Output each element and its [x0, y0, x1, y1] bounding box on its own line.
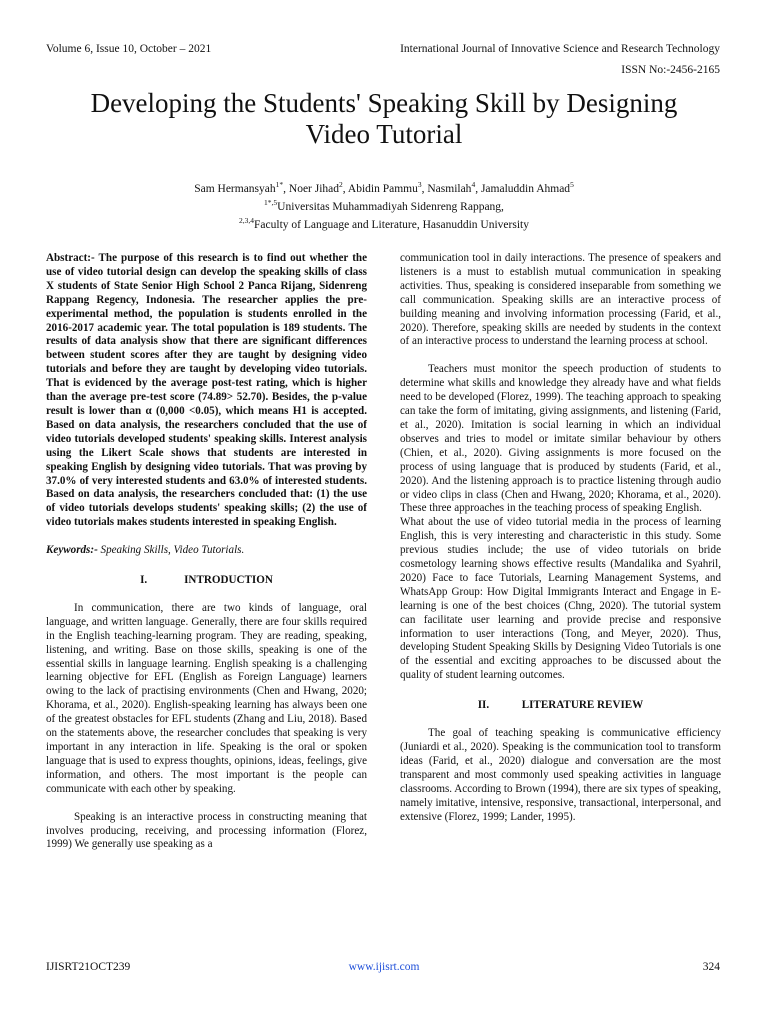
- paper-id: IJISRT21OCT239: [46, 961, 131, 973]
- right-paragraph-1: communication tool in daily interactions. The presence of speakers and listeners is a must to establish mutual communication in speaking activities. Thus, speaking is considered inseparable from something we call communication. Speaking skills are an interactive process of building meaning and involving information processing (Farid, et al., 2020). Therefore, speaking skills are needed by students in the context of an interactive process to understand the learning process at school.: [400, 252, 721, 348]
- section-heading-literature: II. LITERATURE REVIEW: [477, 699, 644, 712]
- right-column: [400, 252, 721, 824]
- author-names: Sam Hermansyah$^{1*}$, Noer Jihad$^2$, Abidin Pammu$^3$, Nasmilah$^4$, Jamaluddin Ahmad$^5$: [194, 180, 574, 195]
- keywords: Keywords:- Speaking Skills, Video Tutorials.: [46, 544, 245, 557]
- section-heading-introduction: I. INTRODUCTION: [140, 574, 273, 587]
- right-paragraph-3: What about the use of video tutorial media in the process of learning English, this is very interesting and characteristic in this study. Some previous studies include; the use of video tutorials on bride cosmetology learning shows effective results (Mandalika and Syahril, 2020) Face to face Tutorials, Learning Management Systems, and WhatsApp Group: How Digital Immigrants Interact and Engage in E-learning is one of the best choices (Chng, 2020). The tutorial system can facilitate user learning and provide precise and responsive information to user interactions (Tong, and Meyer, 2020). Thus, developing Student Speaking Skills by Designing Video Tutorials is one of the essential and exciting approaches to be discussed about the quality of student learning outcomes.: [400, 516, 721, 682]
- paper-title: Developing the Students' Speaking Skill by Designing Video Tutorial: [90, 88, 678, 149]
- author-block: [60, 178, 708, 231]
- page-number: 324: [702, 961, 720, 973]
- left-column: [46, 252, 367, 852]
- literature-paragraph-1: The goal of teaching speaking is communicative efficiency (Juniardi et al., 2020). Speaking is the communication tool to transform ideas (Farid, et al., 2020) dialogue and conversation are the most transparent and most commonly used speaking activities in language classrooms. According to Brown (1994), there are six types of speaking, namely imitative, intensive, responsive, transactional, interpersonal, and extensive (Florez, 1999; Lander, 1995).: [400, 727, 721, 823]
- intro-paragraph-1: In communication, there are two kinds of language, oral language, and written language. Generally, there are four skills required in the English teaching-learning program. They are reading, speaking, listening, and writing. Base on those skills, speaking is one of the essential skills in language learning. English speaking is a challenging learning objective for EFL (English as Foreign Language) learners owing to the lack of practising environments (Chen and Hwang, 2020; Khorama, et al., 2020). English-speaking learning has always been one of the greatest obstacles for EFL students (Zhang and Liu, 2018). Based on the statements above, the researcher concludes that speaking is very important in any interaction in life. Speaking is the oral or spoken language that is used to express thoughts, opinions, ideas, feelings, give information, and others. The most important is the people can communicate with each other by speaking.: [46, 601, 367, 795]
- journal-url-link[interactable]: www.ijisrt.com: [348, 961, 420, 973]
- right-paragraph-2: Teachers must monitor the speech production of students to determine what skills and knowledge they already have and what fields need to be developed (Florez, 1999). The teaching approach to speaking can take the form of imitating, giving assignments, and listening (Farid, et al., 2020). Imitation is social learning in which an individual observes and tries to model or imitate similar behaviour by others (Chien, et al., 2020). Giving assignments is more focused on the process of using language that is produced by students (Farid, et al., 2020). And the listening approach is to practice listening through audio or video clips in class (Chen and Hwang, 2020; Khorama, et al., 2020). These three approaches in the teaching process of speaking English.: [400, 363, 721, 515]
- affiliation-2: $^{2,3,4}$Faculty of Language and Literature, Hasanuddin University: [239, 215, 529, 231]
- affiliation-1: $^{1*,5}$Universitas Muhammadiyah Sidenreng Rappang,: [264, 197, 504, 213]
- journal-name: International Journal of Innovative Science and Research Technology: [400, 43, 720, 55]
- volume-issue: Volume 6, Issue 10, October – 2021: [46, 43, 212, 55]
- abstract: Abstract:- The purpose of this research is to find out whether the use of video tutorial design can develop the speaking skills of class X students of State Senior High School 2 Panca Rijang, Sidenreng Rappang Regency, Indonesia. The researcher applies the pre-experimental method, the population is students enrolled in the 2016-2017 academic year. The total population is 189 students. The results of data analysis show that there are significant differences between student scores after they are taught by designing video tutorials and before they are taught by developing video tutorials. That is evidenced by the average post-test rating, which is higher than the average pre-test score (74.89> 52.70). Besides, the p-value result is lower than α (0,000 <0.05), which means H1 is accepted. Based on data analysis, the researchers concluded that the use of video tutorials developed students' speaking skills. Interest analysis using the Likert Scale shows that students are interested in speaking English by designing video tutorials. That was proving by 37.0% of very interested students and 63.0% of interested students. Based on data analysis, the researchers concluded that: (1) the use of video tutorials develops students' speaking skills; (2) the use of video tutorials makes students interested in speaking English.: [46, 252, 367, 529]
- intro-paragraph-2: Speaking is an interactive process in constructing meaning that involves producing, receiving, and processing information (Florez, 1999) We generally use speaking as a: [46, 810, 367, 851]
- issn: ISSN No:-2456-2165: [621, 64, 720, 76]
